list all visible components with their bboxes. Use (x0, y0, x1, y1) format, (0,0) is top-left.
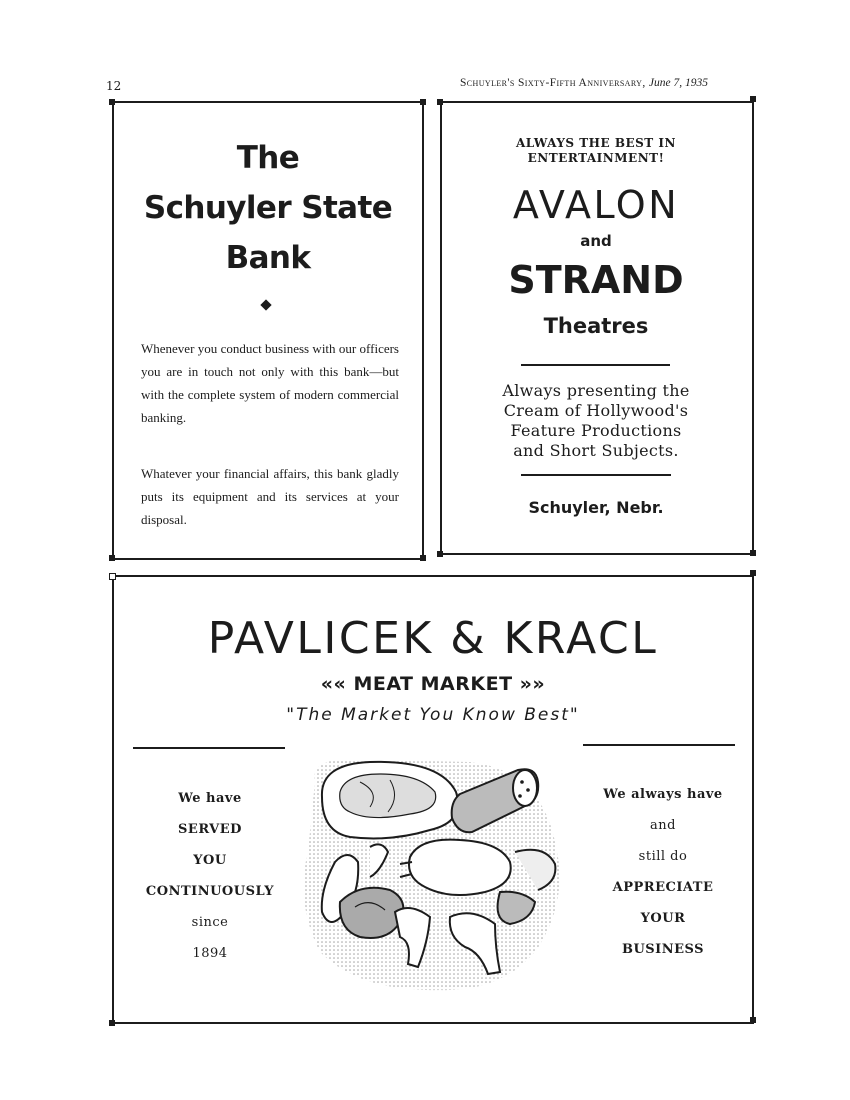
left-line-1: We have (178, 791, 242, 806)
theatre-name-strand: STRAND (508, 258, 684, 302)
bank-title-line1: The (236, 140, 300, 176)
steak-icon (322, 762, 458, 839)
page-number: 12 (106, 79, 122, 93)
theatre-location: Schuyler, Nebr. (528, 498, 664, 517)
left-line-5: since (191, 915, 229, 930)
running-date: June 7, 1935 (648, 77, 708, 89)
theatre-body (440, 381, 752, 461)
theatre-divider-top (521, 364, 670, 366)
theatre-tagline-line1: ALWAYS THE BEST IN (515, 136, 676, 150)
meat-illustration (300, 752, 580, 997)
theatre-subtitle: Theatres (543, 314, 649, 338)
theatre-body-line2: Cream of Hollywood's (503, 401, 689, 420)
theatre-name-avalon: AVALON (512, 183, 680, 227)
left-line-6: 1894 (192, 946, 228, 961)
bank-paragraph-1: Whenever you conduct business with our officers you are in touch not only with this bank—but with the complete system of modern commercial banking. (141, 341, 399, 425)
right-line-1: We always have (603, 787, 723, 802)
market-left-text (130, 783, 290, 969)
market-subtitle: «« MEAT MARKET »» (320, 673, 546, 695)
theatre-tagline (440, 136, 752, 166)
running-title: Schuyler's Sixty-Fifth Anniversary, (460, 77, 646, 89)
left-line-3: YOU (193, 853, 227, 868)
bank-title-line2: Schuyler State (143, 190, 393, 226)
diamond-ornament (260, 299, 271, 310)
right-line-3: still do (638, 849, 688, 864)
running-header (460, 77, 760, 89)
bank-title (112, 133, 424, 283)
market-slogan: "The Market You Know Best" (286, 705, 580, 725)
market-right-text (583, 779, 743, 965)
right-line-6: BUSINESS (621, 942, 705, 957)
theatre-divider-bottom (521, 474, 671, 476)
left-line-4: CONTINUOUSLY (145, 884, 275, 899)
right-line-2: and (650, 818, 676, 833)
market-rule-right (583, 744, 735, 746)
theatre-tagline-line2: ENTERTAINMENT! (527, 151, 665, 165)
right-line-5: YOUR (640, 911, 686, 926)
left-line-2: SERVED (178, 822, 242, 837)
theatre-body-line1: Always presenting the (502, 381, 690, 400)
bank-paragraph-2: Whatever your financial affairs, this bank gladly puts its equipment and its services at your disposal. (141, 466, 399, 527)
right-line-4: APPRECIATE (612, 880, 714, 895)
market-rule-left (133, 747, 285, 749)
bank-title-line3: Bank (225, 240, 311, 276)
theatre-conjunction: and (580, 232, 612, 250)
theatre-body-line4: and Short Subjects. (513, 441, 679, 460)
theatre-body-line3: Feature Productions (510, 421, 682, 440)
market-name: PAVLICEK & KRACL (207, 613, 659, 664)
roast-icon (340, 888, 404, 938)
